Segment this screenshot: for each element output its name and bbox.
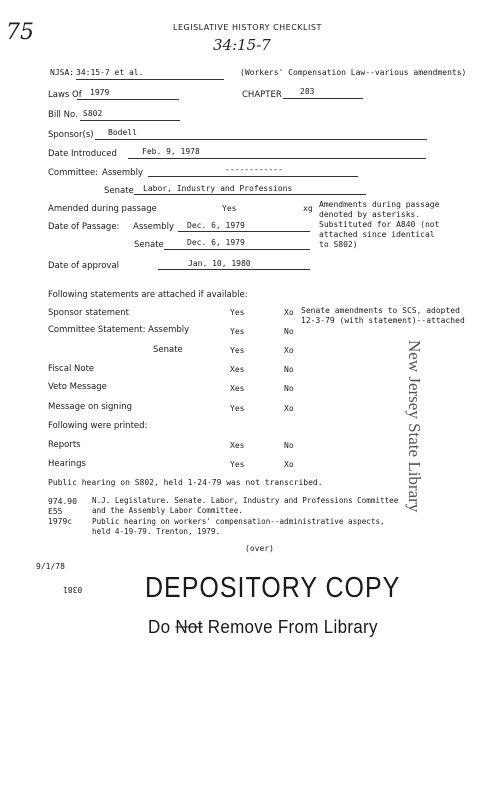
statement-yes: Yes [230, 346, 245, 355]
laws-of-label: Laws Of [48, 90, 82, 100]
committee-assembly-label: Assembly [102, 168, 143, 178]
statement-label: Fiscal Note [48, 364, 95, 374]
over-note: (over) [245, 544, 274, 553]
approval-value: Jan. 10, 1980 [188, 259, 251, 268]
citation-line-2: and the Assembly Labor Committee. [92, 506, 243, 515]
printed-yes: Yes [230, 460, 245, 469]
njsa-description: (Workers' Compensation Law--various amendments) [240, 68, 467, 77]
amended-note-line-2: denoted by asterisks. [319, 210, 421, 219]
passage-assembly-label: Assembly [133, 222, 174, 232]
depository-stamp-line-2 [148, 616, 378, 638]
statement-no: Xo [284, 346, 294, 355]
date-introduced-underline [128, 158, 426, 159]
passage-senate-value: Dec. 6, 1979 [187, 238, 245, 247]
committee-senate-underline [134, 194, 366, 195]
page-title: LEGISLATIVE HISTORY CHECKLIST [173, 23, 322, 32]
printed-no: Xo [284, 460, 294, 469]
chapter-underline [283, 98, 363, 99]
call-number-line-1: 974.90 [48, 497, 77, 506]
call-number-line-3: 1979c [48, 517, 73, 526]
citation-line-1: N.J. Legislature. Senate. Labor, Industry and Professions Committee [92, 496, 399, 505]
statement-no: No [284, 384, 294, 393]
statement-yes: Yes [230, 327, 245, 336]
statement-label: Veto Message [48, 382, 107, 392]
approval-underline [158, 269, 310, 270]
sponsor-label: Sponsor(s) [48, 130, 94, 140]
njsa-label: NJSA: [50, 68, 75, 77]
code-stamp: 0381 [63, 585, 83, 594]
amended-label: Amended during passage [48, 204, 157, 214]
chapter-label: CHAPTER [242, 90, 282, 100]
committee-label: Committee: [48, 168, 99, 178]
sponsor-underline [95, 139, 427, 140]
passage-label: Date of Passage: [48, 222, 120, 232]
njsa-value: 34:15-7 et al. [76, 68, 144, 77]
statement-yes: Yes [230, 308, 245, 317]
depository-stamp-line-1: DEPOSITORY COPY [145, 571, 401, 604]
date-introduced-value: Feb. 9, 1978 [142, 147, 200, 156]
printed-label: Reports [48, 440, 81, 450]
amended-note-line-1: Amendments during passage [319, 200, 440, 209]
printed-no: No [284, 441, 294, 450]
hearing-note: Public hearing on S802, held 1-24-79 was not transcribed. [48, 478, 323, 487]
printed-label: Hearings [48, 459, 86, 469]
stamp-text-do: Do [148, 616, 176, 638]
amended-note-line-3: Substituted for A840 (not [319, 220, 440, 229]
statement-label: Senate [153, 345, 183, 355]
statement-yes: Yes [230, 404, 245, 413]
passage-assembly-underline [178, 231, 310, 232]
statement-label: Message on signing [48, 402, 132, 412]
chapter-value: 283 [300, 87, 315, 96]
njsa-underline [76, 79, 224, 80]
passage-senate-label: Senate [134, 240, 164, 250]
stamp-text-rest: Remove From Library [202, 616, 378, 638]
bill-value: S802 [83, 109, 103, 118]
citation-line-4: held 4-19-79. Trenton, 1979. [92, 527, 221, 536]
call-number-line-2: E55 [48, 507, 63, 516]
attached-heading: Following statements are attached if available: [48, 290, 248, 300]
committee-assembly-value: ------------ [225, 165, 283, 174]
handwritten-doc-number: 34:15-7 [213, 36, 271, 54]
statement-yes: Xes [230, 384, 245, 393]
statement-no: No [284, 365, 294, 374]
amended-note-line-5: to S802) [319, 240, 358, 249]
statement-no: Xo [284, 308, 294, 317]
laws-of-underline [77, 99, 179, 100]
statement-no: No [284, 327, 294, 336]
printed-yes: Xes [230, 441, 245, 450]
amended-note-line-4: attached since identical [319, 230, 435, 239]
statement-label: Committee Statement: Assembly [48, 325, 190, 335]
approval-label: Date of approval [48, 261, 120, 271]
statement-label: Sponsor statement [48, 308, 129, 318]
handwritten-mark: 75 [6, 20, 34, 45]
passage-senate-underline [164, 249, 310, 250]
amended-yes: Yes [222, 204, 237, 213]
margin-library-text: New Jersey State Library [405, 340, 424, 513]
stamp-text-not: Not [175, 616, 203, 638]
statement-yes: Xes [230, 365, 245, 374]
passage-assembly-value: Dec. 6, 1979 [187, 221, 245, 230]
printed-heading: Following were printed: [48, 421, 148, 431]
laws-of-value: 1979 [90, 88, 110, 97]
sponsor-value: Bodell [108, 128, 137, 137]
statement-no: Xo [284, 404, 294, 413]
date-stamp: 9/1/78 [36, 562, 65, 571]
amended-no: xg [303, 204, 313, 213]
committee-assembly-underline [148, 176, 358, 177]
citation-line-3: Public hearing on workers' compensation--administrative aspects, [92, 517, 385, 526]
committee-senate-label: Senate [104, 186, 134, 196]
sponsor-note-line-1: Senate amendments to SCS, adopted [301, 306, 460, 315]
date-introduced-label: Date Introduced [48, 149, 117, 159]
committee-senate-value: Labor, Industry and Professions [143, 184, 293, 193]
bill-underline [80, 120, 180, 121]
bill-label: Bill No. [48, 110, 78, 120]
sponsor-note-line-2: 12-3-79 (with statement)--attached [301, 316, 465, 325]
